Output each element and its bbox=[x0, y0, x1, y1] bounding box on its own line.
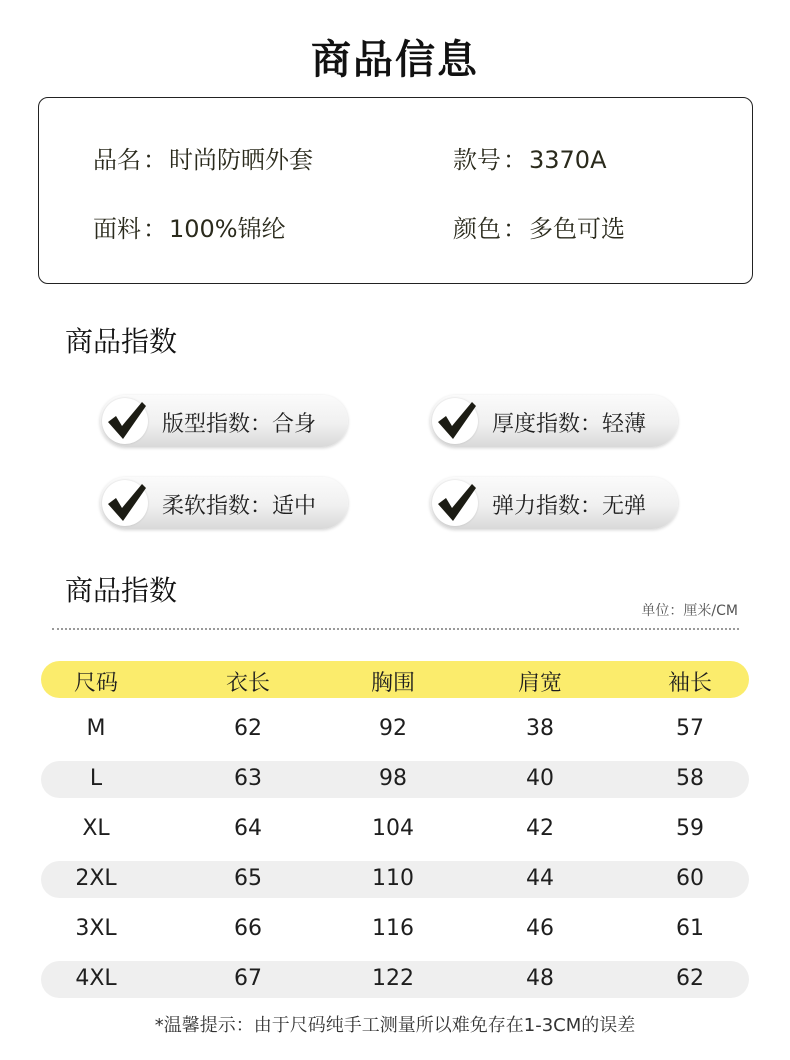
table-cell: 4XL bbox=[75, 966, 117, 991]
header-chest: 胸围 bbox=[370, 671, 415, 696]
table-cell: 62 bbox=[676, 966, 704, 991]
info-name bbox=[93, 140, 313, 175]
index-pill-softness bbox=[100, 477, 348, 529]
table-cell: 60 bbox=[676, 866, 704, 891]
info-separator: ： bbox=[143, 146, 167, 174]
info-separator: ： bbox=[143, 215, 167, 243]
check-icon bbox=[102, 398, 148, 444]
table-cell: 46 bbox=[526, 916, 554, 941]
info-fabric-label: 面料 bbox=[93, 215, 141, 243]
table-cell: 2XL bbox=[75, 866, 117, 891]
info-color bbox=[453, 209, 625, 244]
check-icon bbox=[432, 398, 478, 444]
page-title: 商品信息 bbox=[311, 37, 479, 83]
info-code bbox=[453, 140, 607, 175]
table-cell: 61 bbox=[676, 916, 704, 941]
table-cell: L bbox=[89, 766, 103, 791]
info-color-label: 颜色 bbox=[453, 215, 501, 243]
divider bbox=[52, 628, 739, 630]
table-cell: 42 bbox=[526, 816, 554, 841]
table-cell: 58 bbox=[676, 766, 704, 791]
table-cell: 65 bbox=[234, 866, 262, 891]
table-cell: XL bbox=[82, 816, 110, 841]
table-cell: 48 bbox=[526, 966, 554, 991]
header-size: 尺码 bbox=[73, 671, 118, 696]
info-code-label: 款号 bbox=[453, 146, 501, 174]
info-name-value: 时尚防晒外套 bbox=[169, 146, 313, 174]
table-cell: 3XL bbox=[75, 916, 117, 941]
table-cell: 110 bbox=[372, 866, 414, 891]
index-label-thickness: 厚度指数：轻薄 bbox=[492, 412, 647, 437]
unit-note: 单位：厘米/CM bbox=[641, 603, 738, 619]
info-code-value: 3370A bbox=[529, 146, 607, 174]
table-cell: 63 bbox=[234, 766, 262, 791]
table-cell: 98 bbox=[379, 766, 407, 791]
info-fabric-value: 100%锦纶 bbox=[169, 215, 286, 243]
footnote: *温馨提示：由于尺码纯手工测量所以难免存在1-3CM的误差 bbox=[154, 1015, 636, 1036]
table-cell: 62 bbox=[234, 716, 262, 741]
table-cell: M bbox=[86, 716, 106, 741]
info-name-label: 品名 bbox=[93, 146, 141, 174]
index-pill-elasticity bbox=[430, 477, 678, 529]
table-cell: 44 bbox=[526, 866, 554, 891]
header-length: 衣长 bbox=[225, 671, 270, 696]
header-shoulder: 肩宽 bbox=[517, 671, 562, 696]
table-cell: 40 bbox=[526, 766, 554, 791]
table-cell: 64 bbox=[234, 816, 262, 841]
check-icon bbox=[102, 480, 148, 526]
size-section-title: 商品指数 bbox=[65, 574, 178, 607]
product-info-box bbox=[38, 97, 753, 284]
check-icon bbox=[432, 480, 478, 526]
table-cell: 38 bbox=[526, 716, 554, 741]
index-label-fit: 版型指数：合身 bbox=[162, 412, 317, 437]
header-sleeve: 袖长 bbox=[667, 671, 712, 696]
table-cell: 66 bbox=[234, 916, 262, 941]
table-cell: 122 bbox=[372, 966, 414, 991]
index-pill-fit bbox=[100, 395, 348, 447]
table-cell: 57 bbox=[676, 716, 704, 741]
info-separator: ： bbox=[503, 215, 527, 243]
info-color-value: 多色可选 bbox=[529, 215, 625, 243]
table-cell: 116 bbox=[372, 916, 414, 941]
table-cell: 92 bbox=[379, 716, 407, 741]
table-cell: 59 bbox=[676, 816, 704, 841]
info-fabric bbox=[93, 209, 286, 244]
info-separator: ： bbox=[503, 146, 527, 174]
index-label-softness: 柔软指数：适中 bbox=[162, 494, 317, 519]
index-label-elasticity: 弹力指数：无弹 bbox=[492, 494, 647, 519]
index-section-title: 商品指数 bbox=[65, 325, 178, 358]
table-cell: 104 bbox=[372, 816, 414, 841]
index-pill-thickness bbox=[430, 395, 678, 447]
table-cell: 67 bbox=[234, 966, 262, 991]
